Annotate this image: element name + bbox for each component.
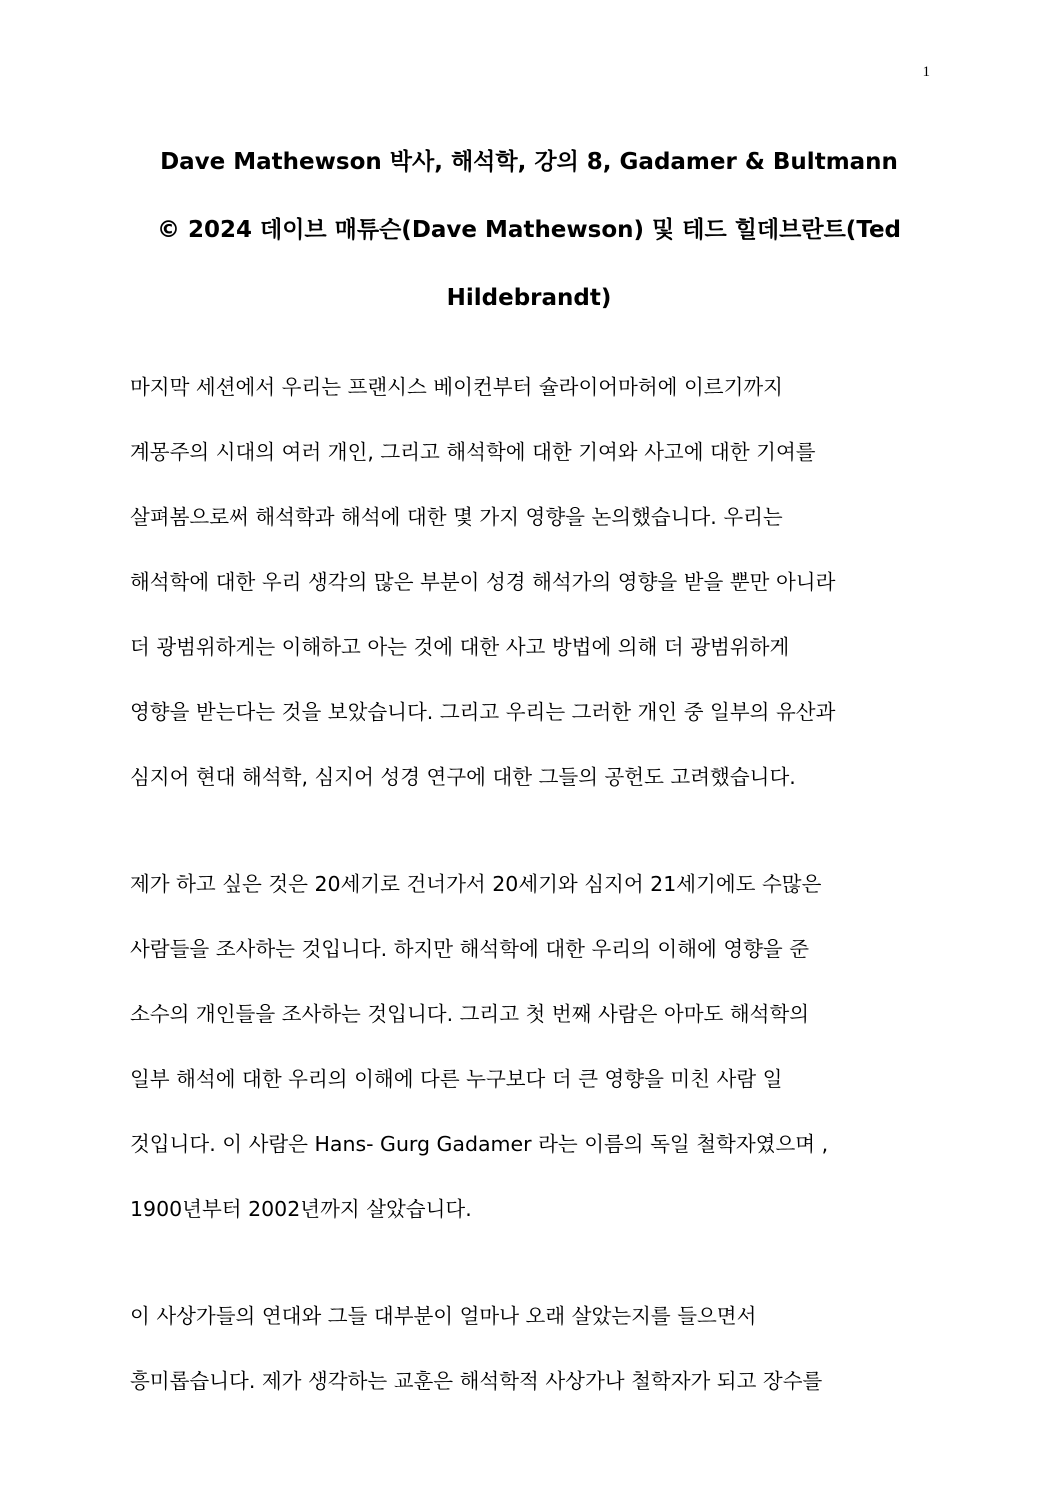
paragraph xyxy=(130,1284,940,1414)
text-line: 사람들을 조사하는 것입니다. 하지만 해석학에 대한 우리의 이해에 영향을 준 xyxy=(130,937,810,961)
text-line: 계몽주의 시대의 여러 개인, 그리고 해석학에 대한 기여와 사고에 대한 기여를 xyxy=(130,440,816,464)
paragraph xyxy=(130,355,940,810)
text-line: 제가 하고 싶은 것은 20세기로 건너가서 20세기와 심지어 21세기에도 수많은 xyxy=(130,872,822,896)
text-line: 더 광범위하게는 이해하고 아는 것에 대한 사고 방법에 의해 더 광범위하게 xyxy=(130,635,790,659)
text-line: 일부 해석에 대한 우리의 이해에 다른 누구보다 더 큰 영향을 미친 사람 일 xyxy=(130,1067,783,1091)
document-body xyxy=(130,355,940,1456)
document-title xyxy=(120,128,938,332)
text-line: 흥미롭습니다. 제가 생각하는 교훈은 해석학적 사상가나 철학자가 되고 장수를 xyxy=(130,1369,823,1393)
title-line: © 2024 데이브 매튜슨(Dave Mathewson) 및 테드 힐데브란트(Ted xyxy=(156,217,902,243)
text-line: 이 사상가들의 연대와 그들 대부분이 얼마나 오래 살았는지를 들으면서 xyxy=(130,1304,757,1328)
text-line: 살펴봄으로써 해석학과 해석에 대한 몇 가지 영향을 논의했습니다. 우리는 xyxy=(130,505,783,529)
page-number: 1 xyxy=(922,64,930,80)
text-line: 소수의 개인들을 조사하는 것입니다. 그리고 첫 번째 사람은 아마도 해석학의 xyxy=(130,1002,810,1026)
paragraph xyxy=(130,852,940,1242)
text-line: 심지어 현대 해석학, 심지어 성경 연구에 대한 그들의 공헌도 고려했습니다. xyxy=(130,765,796,789)
text-line: 영향을 받는다는 것을 보았습니다. 그리고 우리는 그러한 개인 중 일부의 유산과 xyxy=(130,700,836,724)
title-line: Dave Mathewson 박사, 해석학, 강의 8, Gadamer & Bultmann xyxy=(160,149,898,175)
text-line: 마지막 세션에서 우리는 프랜시스 베이컨부터 슐라이어마허에 이르기까지 xyxy=(130,375,783,399)
text-line: 1900년부터 2002년까지 살았습니다. xyxy=(130,1197,472,1221)
title-line: Hildebrandt) xyxy=(446,285,612,311)
text-line: 해석학에 대한 우리 생각의 많은 부분이 성경 해석가의 영향을 받을 뿐만 아니라 xyxy=(130,570,836,594)
text-line: 것입니다. 이 사람은 Hans- Gurg Gadamer 라는 이름의 독일 철학자였으며 , xyxy=(130,1132,829,1156)
